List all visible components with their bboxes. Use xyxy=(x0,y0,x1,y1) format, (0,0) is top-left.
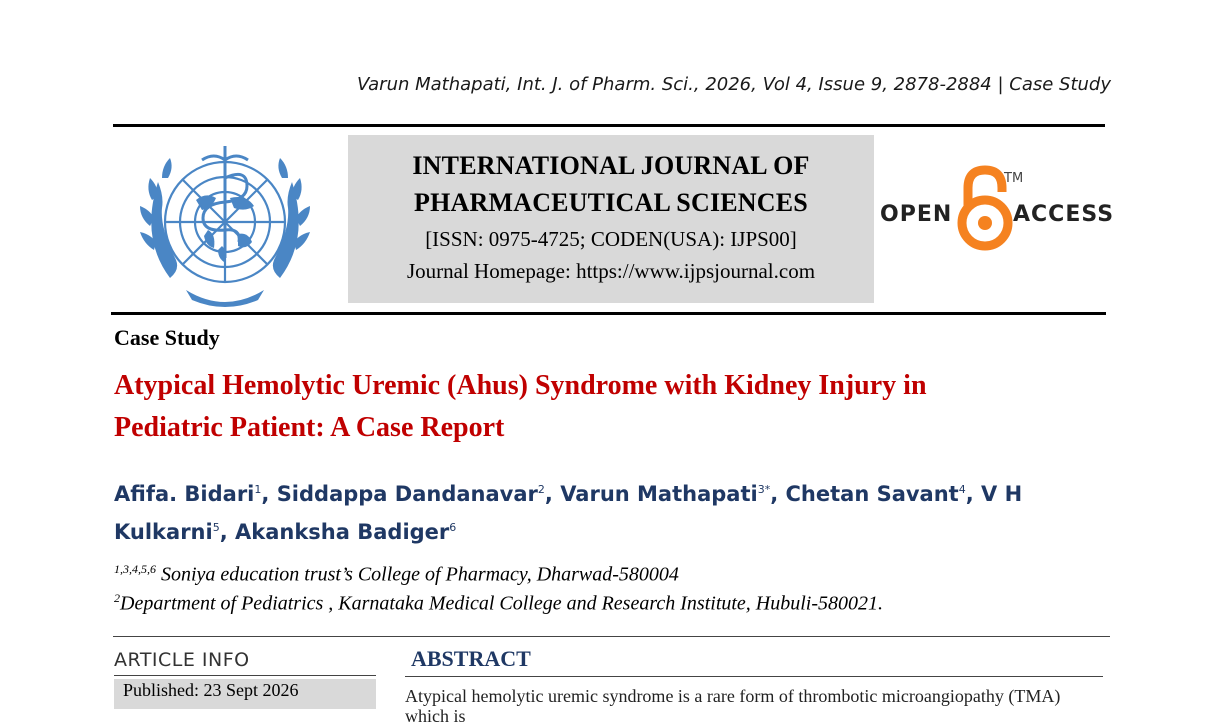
article-title-line2: Pediatric Patient: A Case Report xyxy=(114,412,505,443)
published-date: Published: 23 Sept 2026 xyxy=(123,680,299,700)
affiliation-sup: 2 xyxy=(114,591,120,605)
author-name[interactable]: Afifa. Bidari xyxy=(114,482,255,506)
published-date-box xyxy=(114,679,376,709)
abstract-rule xyxy=(405,676,1103,677)
journal-title-line1: INTERNATIONAL JOURNAL OF xyxy=(412,151,810,180)
author-sup: 6 xyxy=(449,521,457,534)
trademark-symbol: TM xyxy=(1004,171,1024,186)
section-divider xyxy=(113,636,1110,637)
affiliation-sup: 1,3,4,5,6 xyxy=(114,562,156,576)
affiliation-1 xyxy=(114,562,679,587)
journal-masthead xyxy=(348,135,874,303)
abstract-text: Atypical hemolytic uremic syndrome is a rare form of thrombotic microangiopathy (TMA) which is xyxy=(405,686,1061,726)
abstract-body xyxy=(405,686,1105,726)
article-title-line1: Atypical Hemolytic Uremic (Ahus) Syndrome with Kidney Injury in xyxy=(114,370,927,401)
header-top-rule xyxy=(113,124,1105,127)
journal-emblem-icon xyxy=(126,138,324,306)
journal-issn: [ISSN: 0975-4725; CODEN(USA): IJPS00] xyxy=(425,227,797,251)
open-access-logo xyxy=(880,166,1115,252)
open-access-lock-icon xyxy=(954,166,1024,252)
header-bottom-rule xyxy=(111,312,1106,315)
affiliation-2 xyxy=(114,591,883,616)
article-info-heading: ARTICLE INFO xyxy=(114,649,250,671)
author-sup: 4 xyxy=(958,483,966,496)
author-name[interactable]: Siddappa Dandanavar xyxy=(276,482,538,506)
affiliation-text: Department of Pediatrics , Karnataka Medical College and Research Institute, Hubuli-580021. xyxy=(120,592,884,615)
article-title xyxy=(114,365,1104,449)
author-name[interactable]: Varun Mathapati xyxy=(560,482,758,506)
author-sup: 1 xyxy=(254,483,262,496)
abstract-heading: ABSTRACT xyxy=(411,646,531,671)
open-access-left-text: OPEN xyxy=(880,202,953,227)
author-sup: 3* xyxy=(757,483,771,496)
running-head: Varun Mathapati, Int. J. of Pharm. Sci., 2026, Vol 4, Issue 9, 2878-2884 | Case Study xyxy=(356,74,1111,95)
author-sup: 2 xyxy=(537,483,545,496)
article-info-rule xyxy=(114,675,376,676)
journal-title-line2: PHARMACEUTICAL SCIENCES xyxy=(414,188,808,217)
author-list: Afifa. Bidari$^1$, Siddappa Dandanavar$^2$, Varun Mathapati$^{3*}$, Chetan Savant$^4$, V H Kulkarni$^5$, Akanksha Badiger$^6$ xyxy=(114,482,1023,544)
author-name[interactable]: Akanksha Badiger xyxy=(235,520,450,544)
author-name[interactable]: Chetan Savant xyxy=(785,482,959,506)
open-access-right-text: ACCESS xyxy=(1013,202,1115,227)
article-type-label: Case Study xyxy=(114,325,220,350)
author-name[interactable]: V H Kulkarni xyxy=(114,482,1023,544)
author-sup: 5 xyxy=(212,521,220,534)
journal-homepage-link[interactable]: Journal Homepage: https://www.ijpsjournal.com xyxy=(406,259,816,283)
affiliation-text: Soniya education trust’s College of Pharmacy, Dharwad-580004 xyxy=(156,563,679,586)
